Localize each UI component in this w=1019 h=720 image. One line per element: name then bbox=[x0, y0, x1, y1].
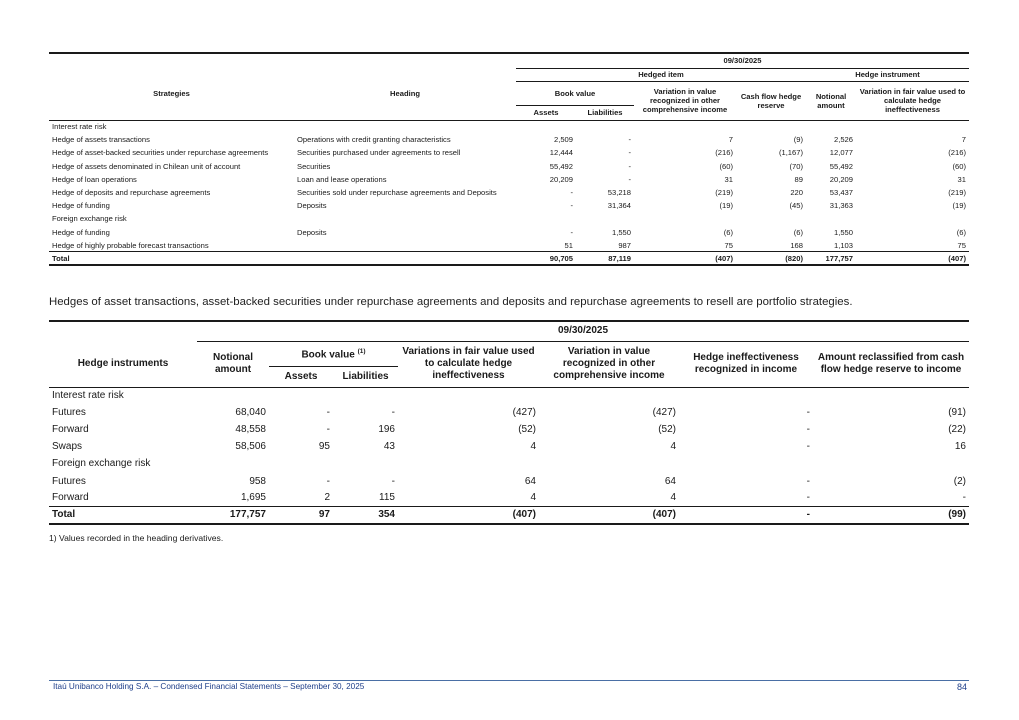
table-cell: 2,509 bbox=[553, 135, 573, 145]
total-row bbox=[49, 252, 969, 265]
table-cell: 31 bbox=[724, 174, 733, 184]
table-cell: (407) bbox=[539, 507, 679, 524]
table-cell: 87,119 bbox=[576, 252, 634, 265]
table-cell: (52) bbox=[518, 424, 536, 436]
table-cell: 196 bbox=[378, 424, 395, 436]
table-cell: Hedge of highly probable forecast transactions bbox=[52, 240, 209, 250]
ineffectiveness-header: Hedge ineffectiveness recognized in income bbox=[693, 352, 799, 375]
table-cell: - bbox=[628, 161, 631, 171]
table-cell: Futures bbox=[52, 475, 86, 487]
table-row bbox=[49, 133, 969, 146]
assets-header: Assets bbox=[533, 108, 559, 117]
section-row bbox=[49, 212, 969, 225]
table-cell: (427) bbox=[512, 407, 536, 419]
table-cell: (216) bbox=[715, 148, 733, 158]
table-row bbox=[49, 160, 969, 173]
table-cell: 31,364 bbox=[607, 201, 631, 211]
hedge-instruments-header: Hedge instruments bbox=[77, 357, 169, 369]
table-cell: (6) bbox=[723, 227, 733, 237]
table-row bbox=[49, 472, 969, 489]
table-cell: (219) bbox=[715, 188, 733, 198]
table-cell: - bbox=[806, 424, 810, 436]
table-row bbox=[49, 421, 969, 438]
table-cell: - bbox=[326, 475, 330, 487]
section-row bbox=[49, 455, 969, 472]
table-cell: 64 bbox=[524, 475, 536, 487]
table-cell: 20,209 bbox=[549, 174, 573, 184]
table-row bbox=[49, 239, 969, 252]
notional-header: Notional amount bbox=[815, 91, 847, 110]
table-row bbox=[49, 146, 969, 159]
hedge-instruments-table bbox=[49, 320, 969, 525]
table-row bbox=[49, 404, 969, 421]
table-cell: Hedge of asset-backed securities under repurchase agreements bbox=[52, 148, 269, 158]
table-cell: 4 bbox=[670, 441, 676, 453]
page-number: 84 bbox=[956, 682, 967, 692]
table-row bbox=[49, 226, 969, 239]
table-cell: Hedge of assets transactions bbox=[52, 135, 150, 145]
table-cell: 4 bbox=[670, 492, 676, 504]
table-cell: 12,077 bbox=[829, 148, 853, 158]
table-cell: 20,209 bbox=[829, 174, 853, 184]
table-cell: Forward bbox=[52, 492, 89, 504]
table-cell: Hedge of loan operations bbox=[52, 174, 137, 184]
table-cell: Total bbox=[49, 507, 197, 524]
table-cell: - bbox=[570, 201, 573, 211]
variation-oci-header-2: Variation in value recognized in other comprehensive income bbox=[553, 346, 665, 381]
table-cell: Securities bbox=[297, 161, 331, 171]
hedge-strategies-table bbox=[49, 52, 969, 266]
table-cell: - bbox=[326, 424, 330, 436]
table-cell: Securities purchased under agreements to resell bbox=[297, 148, 461, 158]
table-cell: Forward bbox=[52, 424, 89, 436]
table-cell: 48,558 bbox=[235, 424, 266, 436]
footnote: 1) Values recorded in the heading derivatives. bbox=[49, 533, 224, 543]
table-cell: 2,526 bbox=[833, 135, 853, 145]
table-row bbox=[49, 438, 969, 455]
table-cell: Securities sold under repurchase agreements and Deposits bbox=[297, 188, 497, 198]
table-cell: 53,437 bbox=[829, 188, 853, 198]
table-cell: - bbox=[962, 492, 966, 504]
table-cell: 68,040 bbox=[235, 407, 266, 419]
section-row bbox=[49, 120, 969, 133]
heading-header: Heading bbox=[390, 89, 420, 99]
table-cell: - bbox=[628, 174, 631, 184]
table-cell: (52) bbox=[658, 424, 676, 436]
table-cell: (45) bbox=[789, 201, 803, 211]
table-cell: 7 bbox=[961, 135, 966, 145]
table-cell: (19) bbox=[719, 201, 733, 211]
table-cell: - bbox=[806, 407, 810, 419]
table-cell: 1,550 bbox=[833, 227, 853, 237]
table-cell: Hedge of deposits and repurchase agreements bbox=[52, 188, 211, 198]
table2-date: 09/30/2025 bbox=[197, 321, 969, 341]
variation-oci-header: Variation in value recognized in other comprehensive income bbox=[642, 87, 728, 114]
table-cell: 58,506 bbox=[235, 441, 266, 453]
table-cell: 177,757 bbox=[806, 252, 856, 265]
table-cell: 1,103 bbox=[833, 240, 853, 250]
table-cell: (407) bbox=[856, 252, 969, 265]
table-cell: - bbox=[628, 148, 631, 158]
book-value-header-2: Book value $^{(1)}$ bbox=[269, 341, 398, 366]
table-cell: 64 bbox=[664, 475, 676, 487]
table-cell: Hedge of funding bbox=[52, 227, 110, 237]
variation-fair-value-header: Variation in fair value used to calculate hedge ineffectiveness bbox=[859, 87, 966, 114]
table-cell: (820) bbox=[736, 252, 806, 265]
section-row bbox=[49, 387, 969, 404]
table-cell: 4 bbox=[530, 441, 536, 453]
table-cell: 31,363 bbox=[829, 201, 853, 211]
table-cell: Deposits bbox=[297, 201, 327, 211]
table-cell: Operations with credit granting characteristics bbox=[297, 135, 451, 145]
table-cell: (407) bbox=[398, 507, 539, 524]
table-cell: 75 bbox=[724, 240, 733, 250]
section-interest-rate-risk-2: Interest rate risk bbox=[52, 390, 124, 402]
table-cell: (9) bbox=[793, 135, 803, 145]
table-cell: (1,167) bbox=[778, 148, 803, 158]
table-cell: 12,444 bbox=[549, 148, 573, 158]
table-cell: (60) bbox=[952, 161, 966, 171]
table-row bbox=[49, 199, 969, 212]
book-value-header: Book value bbox=[516, 81, 634, 105]
table-cell: 31 bbox=[957, 174, 966, 184]
table-cell: 90,705 bbox=[516, 252, 576, 265]
assets-header-2: Assets bbox=[284, 370, 318, 382]
table-cell: 16 bbox=[954, 441, 966, 453]
table-cell: 55,492 bbox=[829, 161, 853, 171]
hedge-instrument-header: Hedge instrument bbox=[806, 68, 969, 81]
footnote-marker: (1) bbox=[357, 347, 366, 355]
section-foreign-exchange-risk: Foreign exchange risk bbox=[52, 214, 127, 224]
table-cell bbox=[294, 252, 516, 265]
table-cell: (6) bbox=[793, 227, 803, 237]
table-cell: (19) bbox=[952, 201, 966, 211]
table-cell: 75 bbox=[957, 240, 966, 250]
table-cell: 168 bbox=[790, 240, 803, 250]
table-cell: - bbox=[391, 407, 395, 419]
table-cell: (91) bbox=[948, 407, 966, 419]
table-cell: 51 bbox=[564, 240, 573, 250]
table-cell: Hedge of funding bbox=[52, 201, 110, 211]
table-cell: - bbox=[806, 475, 810, 487]
footer-text: Itaú Unibanco Holding S.A. – Condensed Financial Statements – September 30, 2025 bbox=[53, 682, 365, 691]
table-cell: - bbox=[628, 135, 631, 145]
table-cell: Futures bbox=[52, 407, 86, 419]
portfolio-strategies-note: Hedges of asset transactions, asset-backed securities under repurchase agreements and deposits and repurchase agreements to resell are portfolio strategies. bbox=[49, 296, 853, 308]
reclassified-header: Amount reclassified from cash flow hedge reserve to income bbox=[817, 352, 965, 375]
table-cell: 2 bbox=[324, 492, 330, 504]
table-cell: 95 bbox=[318, 441, 330, 453]
liabilities-header: Liabilities bbox=[587, 108, 623, 117]
table-cell: (216) bbox=[948, 148, 966, 158]
table-cell: Loan and lease operations bbox=[297, 174, 387, 184]
table-cell: Hedge of assets denominated in Chilean unit of account bbox=[52, 161, 241, 171]
table-cell: - bbox=[806, 441, 810, 453]
total-row bbox=[49, 507, 969, 524]
table-cell: - bbox=[806, 492, 810, 504]
table-cell: - bbox=[570, 188, 573, 198]
table-row bbox=[49, 490, 969, 507]
table-cell: Swaps bbox=[52, 441, 83, 453]
table-cell: (99) bbox=[813, 507, 969, 524]
table-cell: (2) bbox=[953, 475, 966, 487]
section-foreign-exchange-risk-2: Foreign exchange risk bbox=[52, 458, 151, 470]
table-cell: Deposits bbox=[297, 227, 327, 237]
table-cell: (427) bbox=[652, 407, 676, 419]
variations-fair-value-header: Variations in fair value used to calculate hedge ineffectiveness bbox=[402, 346, 535, 381]
table-cell: 97 bbox=[269, 507, 333, 524]
table-cell: 115 bbox=[379, 492, 395, 504]
table-cell: 958 bbox=[249, 475, 266, 487]
table-cell: 43 bbox=[383, 441, 395, 453]
table-row bbox=[49, 173, 969, 186]
table-cell bbox=[294, 239, 516, 252]
table-cell: - bbox=[570, 227, 573, 237]
table-cell: (6) bbox=[956, 227, 966, 237]
table-cell: - bbox=[391, 475, 395, 487]
table-cell: 7 bbox=[728, 135, 733, 145]
table1-date: 09/30/2025 bbox=[516, 53, 969, 68]
table-cell: 55,492 bbox=[549, 161, 573, 171]
notional-amount-header: Notional amount bbox=[213, 352, 253, 375]
table-row bbox=[49, 186, 969, 199]
strategies-header: Strategies bbox=[153, 89, 190, 99]
table-cell: 53,218 bbox=[607, 188, 631, 198]
table-cell: 354 bbox=[333, 507, 398, 524]
table-cell: - bbox=[326, 407, 330, 419]
liabilities-header-2: Liabilities bbox=[342, 370, 389, 382]
table-cell: (70) bbox=[789, 161, 803, 171]
table-cell: - bbox=[679, 507, 813, 524]
table-cell: (407) bbox=[634, 252, 736, 265]
footer-divider bbox=[49, 680, 969, 681]
table-cell: 1,695 bbox=[240, 492, 266, 504]
section-interest-rate-risk: Interest rate risk bbox=[52, 122, 107, 132]
table-cell: Total bbox=[49, 252, 294, 265]
table-cell: 1,550 bbox=[611, 227, 631, 237]
table-cell: 220 bbox=[790, 188, 803, 198]
cash-flow-reserve-header: Cash flow hedge reserve bbox=[740, 91, 802, 110]
table-cell: 987 bbox=[618, 240, 631, 250]
table-cell: 4 bbox=[530, 492, 536, 504]
table-cell: (219) bbox=[948, 188, 966, 198]
hedged-item-header: Hedged item bbox=[516, 68, 806, 81]
table-cell: 177,757 bbox=[197, 507, 269, 524]
table-cell: 89 bbox=[794, 174, 803, 184]
table-cell: (60) bbox=[719, 161, 733, 171]
table-cell: (22) bbox=[948, 424, 966, 436]
